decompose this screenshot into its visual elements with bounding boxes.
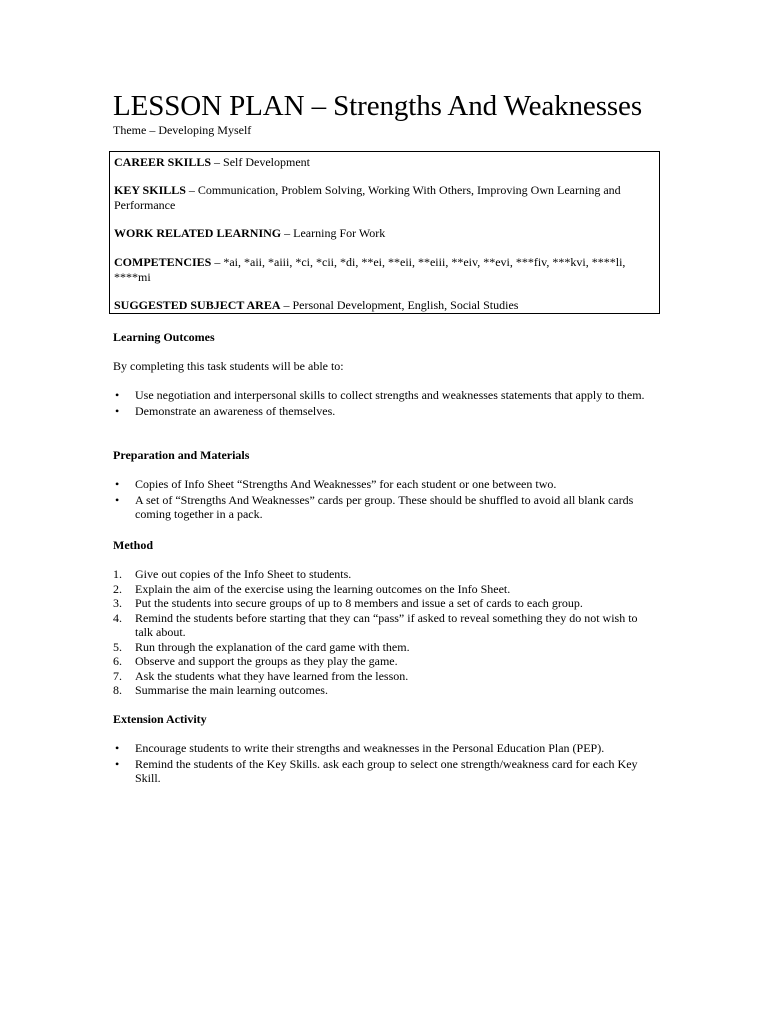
competencies-line [114, 255, 654, 284]
list-item-text: Explain the aim of the exercise using the learning outcomes on the Info Sheet. [135, 581, 511, 596]
extension-heading: Extension Activity [113, 712, 207, 726]
list-item-text: Put the students into secure groups of up to 8 members and issue a set of cards to each group. [135, 596, 583, 610]
career-skills-text: – Self Development [211, 155, 311, 169]
list-item-text: Demonstrate an awareness of themselves. [135, 403, 336, 418]
list-item-text: Remind the students of the Key Skills. ask each group to select one strength/weakness card for each Key Skill. [135, 756, 638, 785]
list-item [113, 567, 653, 582]
list-item-text: Ask the students what they have learned from the lesson. [135, 668, 409, 683]
competencies-label: COMPETENCIES [114, 255, 212, 269]
list-item-number: 4. [113, 610, 122, 625]
suggested-subject-area-line [114, 298, 654, 313]
list-item [113, 493, 653, 522]
work-related-learning-line [114, 226, 654, 241]
key-skills-line [114, 183, 654, 212]
list-item [113, 669, 653, 684]
page-title: LESSON PLAN – Strengths And Weaknesses [113, 90, 643, 122]
learning-outcomes-heading: Learning Outcomes [113, 330, 215, 344]
bullet-icon: • [115, 756, 120, 771]
list-item [113, 596, 653, 611]
list-item-text: Observe and support the groups as they play the game. [135, 654, 398, 668]
method-list [113, 567, 653, 698]
bullet-icon: • [115, 403, 120, 418]
list-item-text: Copies of Info Sheet “Strengths And Weaknesses” for each student or one between two. [135, 477, 557, 491]
bullet-icon: • [115, 741, 120, 755]
bullet-icon: • [115, 388, 120, 402]
work-related-learning-text: – Learning For Work [281, 226, 386, 240]
summary-box [109, 151, 660, 314]
key-skills-text: – Communication, Problem Solving, Working With Others, Improving Own Learning and Performance [114, 183, 621, 212]
list-item [113, 741, 653, 756]
list-item [113, 582, 653, 597]
list-item [113, 611, 653, 640]
list-item [113, 404, 653, 419]
key-skills-label: KEY SKILLS [114, 183, 186, 197]
theme-subtitle: Theme – Developing Myself [113, 123, 252, 137]
list-item [113, 757, 653, 786]
list-item-number: 1. [113, 567, 122, 581]
list-item-number: 5. [113, 639, 122, 654]
list-item-number: 7. [113, 668, 122, 683]
learning-outcomes-intro: By completing this task students will be able to: [113, 359, 344, 373]
list-item-text: Summarise the main learning outcomes. [135, 683, 328, 697]
list-item-text: A set of “Strengths And Weaknesses” cards per group. These should be shuffled to avoid all blank cards coming together in a pack. [135, 492, 634, 521]
work-related-learning-label: WORK RELATED LEARNING [114, 226, 282, 240]
bullet-icon: • [115, 477, 120, 491]
preparation-heading: Preparation and Materials [113, 448, 250, 462]
list-item [113, 640, 653, 655]
list-item [113, 388, 653, 403]
competencies-text: – *ai, *aii, *aiii, *ci, *cii, *di, **ei, **eii, **eiii, **eiv, **evi, ***fiv, ***kvi, ****li, ****mi [114, 255, 626, 284]
list-item-number: 8. [113, 683, 122, 697]
career-skills-line [114, 155, 654, 170]
list-item-number: 3. [113, 596, 122, 610]
list-item-text: Give out copies of the Info Sheet to students. [135, 567, 352, 581]
suggested-subject-area-text: – Personal Development, English, Social Studies [280, 298, 519, 312]
list-item-text: Remind the students before starting that they can “pass” if asked to reveal something they do not wish to talk about. [135, 610, 638, 639]
list-item-number: 2. [113, 581, 122, 596]
bullet-icon: • [115, 492, 120, 507]
list-item [113, 477, 653, 492]
extension-list [113, 741, 653, 787]
list-item-text: Use negotiation and interpersonal skills to collect strengths and weaknesses statements that apply to them. [135, 388, 645, 402]
preparation-list [113, 477, 653, 523]
learning-outcomes-list [113, 388, 653, 419]
method-heading: Method [113, 538, 153, 552]
list-item [113, 683, 653, 698]
list-item-number: 6. [113, 654, 122, 668]
career-skills-label: CAREER SKILLS [114, 155, 212, 169]
list-item [113, 654, 653, 669]
list-item-text: Run through the explanation of the card game with them. [135, 639, 410, 654]
list-item-text: Encourage students to write their strengths and weaknesses in the Personal Education Plan (PEP). [135, 741, 605, 755]
suggested-subject-area-label: SUGGESTED SUBJECT AREA [114, 298, 281, 312]
